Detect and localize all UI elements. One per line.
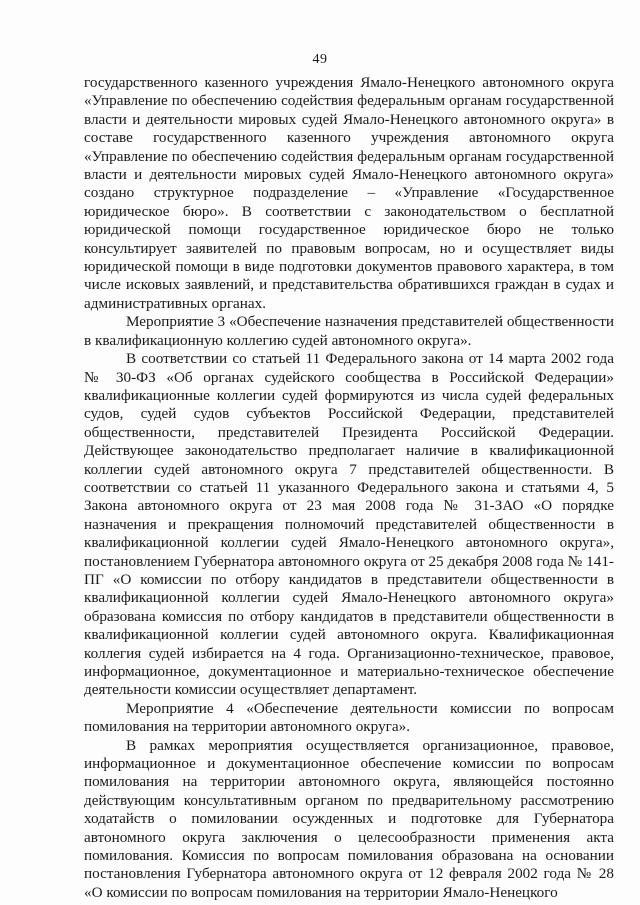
paragraph-5: В рамках мероприятия осуществляется организационное, правовое, информационное и документационное обеспечение комиссии по вопросам помилования на территории автономного округа, являющейся постоянно действующим консультативным органом по предварительному рассмотрению ходатайств о помиловании осужденных и подготовке для Губернатора автономного округа заключения о целесообразности применения акта помилования. Комиссия по вопросам помилования образована на основании постановления Губернатора автономного округа от 12 февраля 2002 года № 28 «О комиссии по вопросам помилования на территории Ямало-Ненецкого <box>84 736 614 901</box>
paragraph-4: Мероприятие 4 «Обеспечение деятельности комиссии по вопросам помилования на территории автономного округа». <box>84 699 614 736</box>
document-body <box>84 74 614 902</box>
paragraph-2: Мероприятие 3 «Обеспечение назначения представителей общественности в квалификационную коллегию судей автономного округа». <box>84 313 614 349</box>
paragraph-1: государственного казенного учреждения Ямало-Ненецкого автономного округа «Управление по обеспечению содействия федеральным органам государственной власти и деятельности мировых судей Ямало-Ненецкого автономного округа» в составе государственного казенного учреждения автономного округа «Управление по обеспечению содействия федеральным органам государственной власти и деятельности мировых судей Ямало-Ненецкого автономного округа» создано структурное подразделение – «Управление «Государственное юридическое бюро». В соответствии с законодательством о бесплатной юридической помощи государственное юридическое бюро не только консультирует заявителей по правовым вопросам, но и осуществляет виды юридической помощи в виде подготовки документов правового характера, в том числе исковых заявлений, и представительства обратившихся граждан в судах и административных органах. <box>84 74 614 312</box>
page-number: 49 <box>312 52 328 67</box>
paragraph-3: В соответствии со статьей 11 Федерального закона от 14 марта 2002 года № 30-ФЗ «Об органах судейского сообщества в Российской Федерации» квалификационные коллегии судей формируются из числа судей федеральных судов, судей судов субъектов Российской Федерации, представителей общественности, представителей Президента Российской Федерации. Действующее законодательство предполагает наличие в квалификационной коллегии судей автономного округа 7 представителей общественности. В соответствии со статьей 11 указанного Федерального закона и статьями 4, 5 Закона автономного округа от 23 мая 2008 года № 31-ЗАО «О порядке назначения и прекращения полномочий представителей общественности в квалификационной коллегии судей Ямало-Ненецкого автономного округа», постановлением Губернатора автономного округа от 25 декабря 2008 года № 141-ПГ «О комиссии по отбору кандидатов в представители общественности в квалификационной коллегии судей Ямало-Ненецкого автономного округа» образована комиссия по отбору кандидатов в представители общественности в квалификационной коллегии судей автономного округа. Квалификационная коллегия судей избирается на 4 года. Организационно-техническое, правовое, информационное, документационное и материально-техническое обеспечение деятельности комиссии осуществляет департамент. <box>84 350 614 699</box>
